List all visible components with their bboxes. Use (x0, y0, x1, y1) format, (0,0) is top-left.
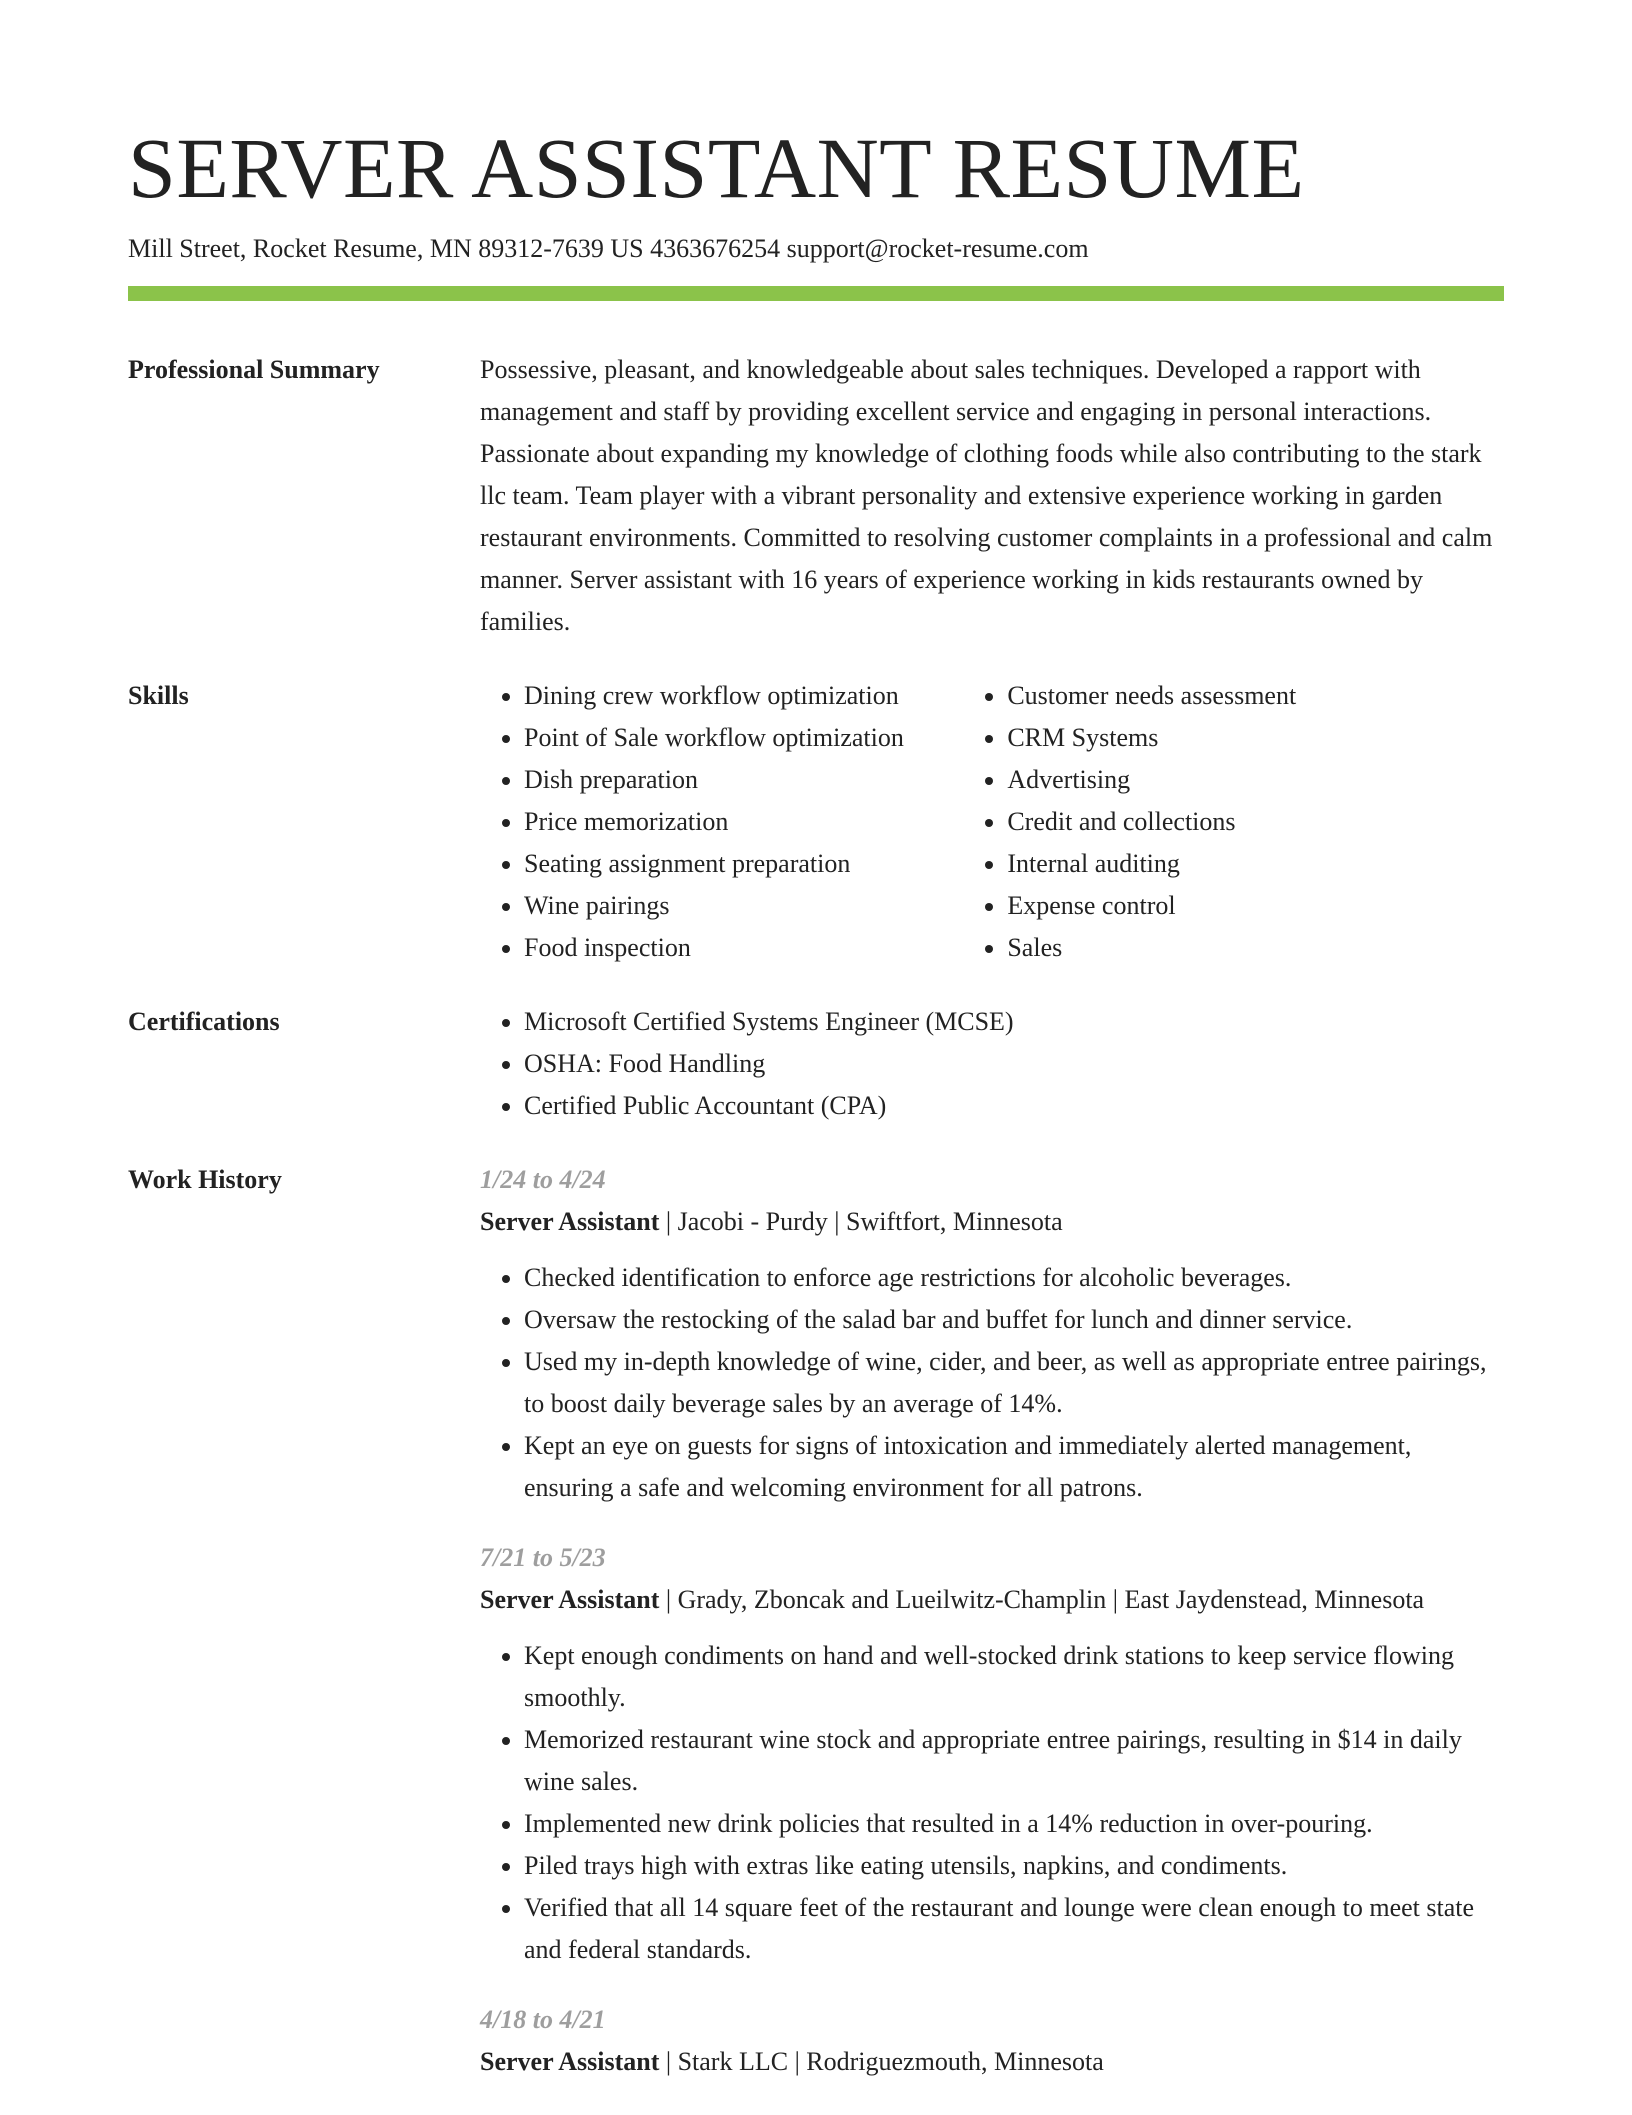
header-divider (128, 286, 1504, 301)
skills-list-left (480, 675, 963, 969)
job-separator: | (659, 2047, 678, 2076)
certification-item: • OSHA: Food Handling (524, 1043, 1504, 1085)
job-dates: 7/21 to 5/23 (480, 1543, 606, 1572)
skill-item: • Wine pairings (524, 885, 963, 927)
skill-item: • Food inspection (524, 927, 963, 969)
job-bullets (480, 1257, 1504, 1509)
skills-section (128, 675, 1504, 969)
work-history-section (128, 1159, 1504, 2083)
job-bullet: • Memorized restaurant wine stock and appropriate entree pairings, resulting in $14 in daily wine sales. (524, 1719, 1504, 1803)
skill-item: • Point of Sale workflow optimization (524, 717, 963, 759)
certification-item: • Microsoft Certified Systems Engineer (MCSE) (524, 1001, 1504, 1043)
job-heading (480, 1201, 1504, 1243)
job-dates: 1/24 to 4/24 (480, 1165, 606, 1194)
skill-item: • Dining crew workflow optimization (524, 675, 963, 717)
resume-title: SERVER ASSISTANT RESUME (128, 120, 1305, 216)
certifications-section (128, 1001, 1504, 1127)
skill-item: • Expense control (1007, 885, 1504, 927)
job-bullet: • Checked identification to enforce age restrictions for alcoholic beverages. (524, 1257, 1504, 1299)
resume-sections (128, 349, 1504, 2115)
skill-item: • CRM Systems (1007, 717, 1504, 759)
skill-item: • Seating assignment preparation (524, 843, 963, 885)
job-separator: | (1106, 1585, 1125, 1614)
contact-line: Mill Street, Rocket Resume, MN 89312-7639 US 4363676254 support@rocket-resume.com (128, 234, 1089, 263)
skill-item: • Price memorization (524, 801, 963, 843)
job-separator: | (659, 1207, 678, 1236)
job-bullet: • Used my in-depth knowledge of wine, cider, and beer, as well as appropriate entree pairings, to boost daily beverage sales by an average of 14%. (524, 1341, 1504, 1425)
job-bullet: • Piled trays high with extras like eating utensils, napkins, and condiments. (524, 1845, 1504, 1887)
job-heading (480, 1579, 1504, 1621)
job-bullet: • Verified that all 14 square feet of the restaurant and lounge were clean enough to meet state and federal standards. (524, 1887, 1504, 1971)
job-bullets (480, 1635, 1504, 1971)
job-entry (480, 1999, 1504, 2083)
job-location: East Jaydenstead, Minnesota (1124, 1585, 1425, 1614)
skill-item: • Sales (1007, 927, 1504, 969)
skills-list-right (963, 675, 1504, 969)
job-role: Server Assistant (480, 1207, 660, 1236)
job-bullet: • Oversaw the restocking of the salad bar and buffet for lunch and dinner service. (524, 1299, 1504, 1341)
certification-item: • Certified Public Accountant (CPA) (524, 1085, 1504, 1127)
job-bullet: • Kept an eye on guests for signs of intoxication and immediately alerted management, ensuring a safe and welcoming environment for all patrons. (524, 1425, 1504, 1509)
job-company: Grady, Zboncak and Lueilwitz-Champlin (677, 1585, 1107, 1614)
section-label-summary: Professional Summary (128, 355, 380, 384)
job-separator: | (659, 1585, 678, 1614)
summary-text: Possessive, pleasant, and knowledgeable about sales techniques. Developed a rapport with management and staff by providing excellent service and engaging in personal interactions. Passionate about expanding my knowledge of clothing foods while also contributing to the stark llc team. Team player with a vibrant personality and extensive experience working in garden restaurant environments. Committed to resolving customer complaints in a professional and calm manner. Server assistant with 16 years of experience working in kids restaurants owned by families. (480, 355, 1493, 636)
section-label-certifications: Certifications (128, 1007, 280, 1036)
job-heading (480, 2041, 1504, 2083)
summary-section (128, 349, 1504, 643)
job-dates: 4/18 to 4/21 (480, 2005, 606, 2034)
skill-item: • Dish preparation (524, 759, 963, 801)
job-bullet: • Kept enough condiments on hand and well-stocked drink stations to keep service flowing smoothly. (524, 1635, 1504, 1719)
certifications-list (480, 1001, 1504, 1127)
skill-item: • Customer needs assessment (1007, 675, 1504, 717)
job-role: Server Assistant (480, 2047, 660, 2076)
job-entry (480, 1159, 1504, 1509)
skill-item: • Credit and collections (1007, 801, 1504, 843)
job-bullet: • Implemented new drink policies that resulted in a 14% reduction in over-pouring. (524, 1803, 1504, 1845)
job-location: Swiftfort, Minnesota (846, 1207, 1063, 1236)
job-entry (480, 1537, 1504, 1971)
job-separator: | (788, 2047, 807, 2076)
section-label-work-history: Work History (128, 1165, 282, 1194)
job-location: Rodriguezmouth, Minnesota (806, 2047, 1104, 2076)
job-role: Server Assistant (480, 1585, 660, 1614)
job-separator: | (827, 1207, 846, 1236)
skill-item: • Advertising (1007, 759, 1504, 801)
job-company: Jacobi - Purdy (677, 1207, 828, 1236)
skill-item: • Internal auditing (1007, 843, 1504, 885)
job-company: Stark LLC (677, 2047, 789, 2076)
section-label-skills: Skills (128, 681, 189, 710)
